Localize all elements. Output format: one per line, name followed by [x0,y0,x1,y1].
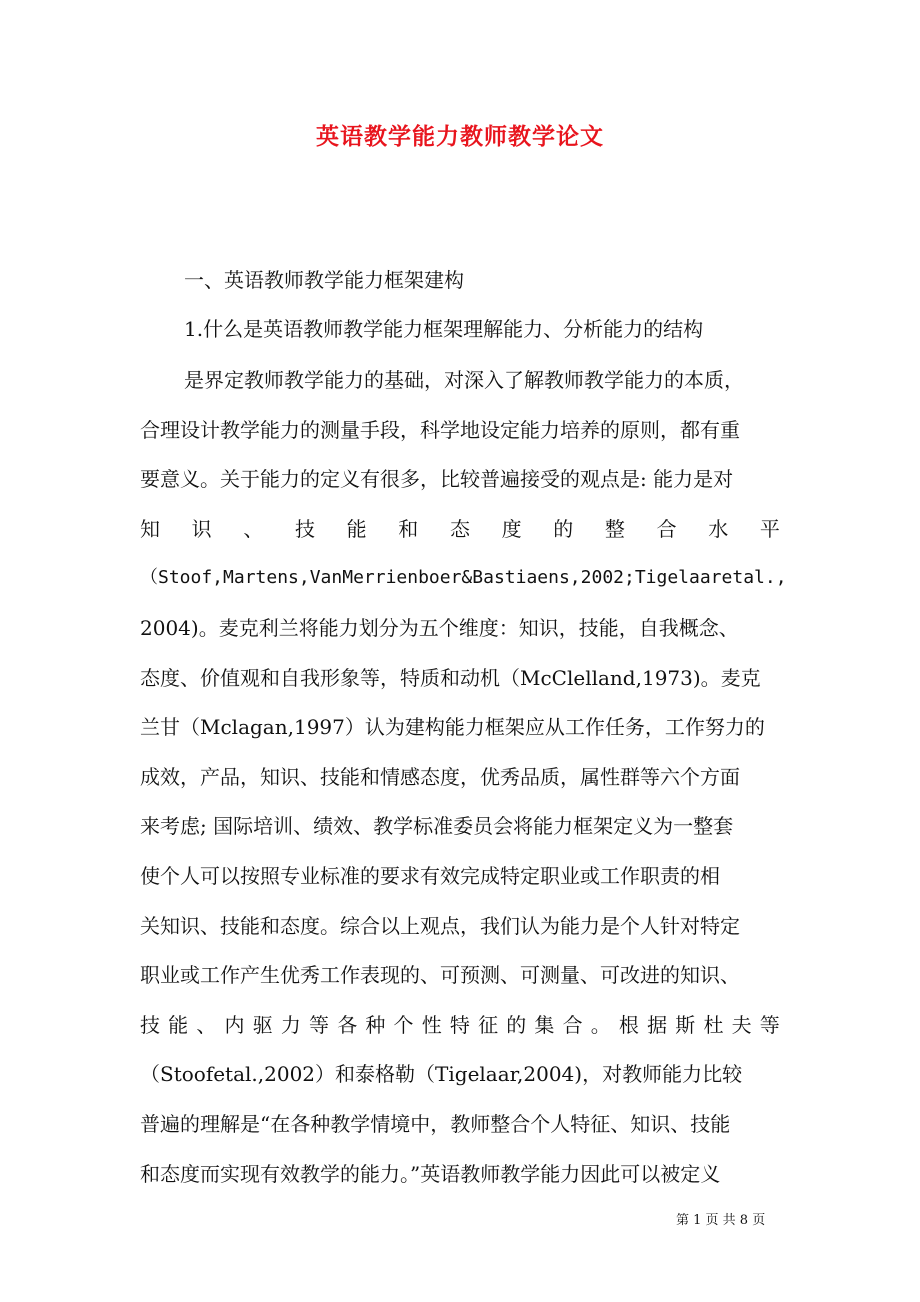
justified-char: 和 [398,516,419,541]
paragraph-line: 是界定教师教学能力的基础，对深入了解教师教学能力的本质， [184,368,744,392]
page-number: 第 1 页 共 8 页 [676,1213,766,1228]
justified-char: 能 [168,1012,189,1037]
justified-char: 知 [140,516,160,541]
justified-char: 技 [140,1012,160,1037]
paragraph-line: 普遍的理解是“在各种教学情境中，教师整合个人特征、知识、技能 [140,1111,731,1136]
paragraph-line: 合理设计教学能力的测量手段，科学地设定能力培养的原则，都有重 [140,417,740,442]
paragraph-line: 2004)。麦克利兰将能力划分为五个维度：知识，技能，自我概念、 [140,615,739,640]
paragraph-line: 要意义。关于能力的定义有很多，比较普遍接受的观点是: 能力是对 [140,467,734,492]
justified-char: 合 [656,516,677,541]
justified-char: 。 [590,1012,611,1037]
justified-char: 内 [224,1012,245,1037]
justified-char: 能 [346,516,367,541]
paragraph-line: 关知识、技能和态度。综合以上观点，我们认为能力是个人针对特定 [140,913,740,938]
paragraph-line: 使个人可以按照专业标准的要求有效完成特定职业或工作职责的相 [140,863,720,888]
justified-char: 根 [618,1012,639,1037]
paragraph-line: （Stoofetal.,2002）和泰格勒（Tigelaar,2004)，对教师能力比较 [140,1062,743,1087]
section-heading: 一、英语教师教学能力框架建构 [184,268,464,292]
paragraph-line-justified [140,513,780,563]
justified-char: 集 [534,1012,555,1037]
justified-char: 度 [501,516,522,541]
paragraph-line: 兰甘（Mclagan,1997）认为建构能力框架应从工作任务，工作努力的 [140,715,765,740]
justified-char: 斯 [675,1012,696,1037]
justified-char: 平 [759,516,780,541]
justified-char: 个 [393,1012,414,1037]
justified-char: 据 [647,1012,668,1037]
paragraph-line: 和态度而实现有效教学的能力。”英语教师教学能力因此可以被定义 [140,1161,721,1186]
justified-char: 整 [604,516,625,541]
paragraph-line: 成效，产品，知识、技能和情感态度，优秀品质，属性群等六个方面 [140,764,740,789]
justified-char: 种 [365,1012,386,1037]
paragraph-line: 态度、价值观和自我形象等，特质和动机（McClelland,1973)。麦克 [140,665,761,690]
justified-char: 、 [196,1012,217,1037]
justified-char: 水 [708,516,729,541]
justified-char: 技 [294,516,315,541]
justified-char: 、 [243,516,264,541]
paragraph-line: 来考虑; 国际培训、绩效、教学标准委员会将能力框架定义为一整套 [140,814,734,839]
document-title: 英语教学能力教师教学论文 [316,123,604,150]
paragraph-line-justified [140,1009,780,1059]
subsection-heading: 1.什么是英语教师教学能力框架理解能力、分析能力的结构 [184,317,704,341]
justified-char: 合 [562,1012,583,1037]
justified-char: 等 [759,1012,780,1037]
justified-char: 杜 [703,1012,724,1037]
justified-char: 夫 [731,1012,752,1037]
justified-char: 力 [280,1012,301,1037]
justified-char: 的 [506,1012,527,1037]
body-paragraph [140,364,787,1207]
justified-char: 各 [337,1012,358,1037]
justified-char: 识 [191,516,212,541]
justified-char: 的 [553,516,574,541]
justified-char: 性 [421,1012,442,1037]
justified-char: 等 [309,1012,330,1037]
paragraph-line: 职业或工作产生优秀工作表现的、可预测、可测量、可改进的知识、 [140,963,740,988]
justified-char: 特 [449,1012,470,1037]
justified-char: 征 [478,1012,499,1037]
justified-char: 态 [449,516,470,541]
justified-char: 驱 [252,1012,273,1037]
paragraph-line: （Stoof,Martens,VanMerrienboer&Bastiaens,2002;Tigelaaretal., [140,567,787,589]
